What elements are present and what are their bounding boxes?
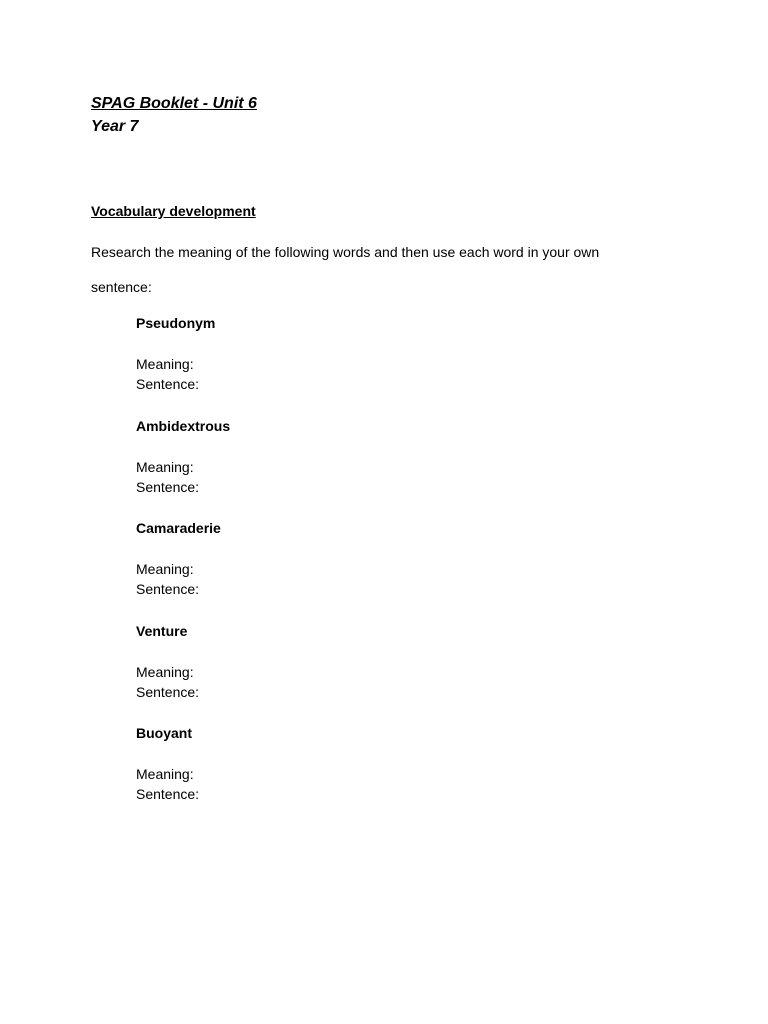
vocabulary-term: Buoyant <box>136 725 192 741</box>
vocabulary-item <box>136 417 696 520</box>
vocabulary-list <box>136 314 696 827</box>
vocabulary-term: Camaraderie <box>136 520 221 536</box>
sentence-label: Sentence: <box>136 683 200 700</box>
instruction-text-continued: sentence: <box>91 279 152 295</box>
vocabulary-item <box>136 724 696 827</box>
sentence-label: Sentence: <box>136 786 200 802</box>
meaning-label: Meaning: <box>136 663 194 680</box>
vocabulary-item <box>136 622 696 725</box>
document-subtitle: Year 7 <box>91 118 139 135</box>
instruction-text: Research the meaning of the following words and then use each word in your own <box>91 244 600 260</box>
sentence-label: Sentence: <box>136 581 200 597</box>
vocabulary-item <box>136 519 696 622</box>
meaning-label: Meaning: <box>136 561 194 577</box>
vocabulary-term: Pseudonym <box>136 315 216 331</box>
sentence-label: Sentence: <box>136 478 200 495</box>
meaning-label: Meaning: <box>136 356 194 372</box>
document-title: SPAG Booklet - Unit 6 <box>91 95 257 112</box>
meaning-label: Meaning: <box>136 766 194 782</box>
section-heading: Vocabulary development <box>91 203 256 219</box>
meaning-label: Meaning: <box>136 458 194 475</box>
vocabulary-term: Ambidextrous <box>136 417 231 434</box>
vocabulary-item <box>136 314 696 417</box>
vocabulary-term: Venture <box>136 622 188 639</box>
sentence-label: Sentence: <box>136 376 200 392</box>
